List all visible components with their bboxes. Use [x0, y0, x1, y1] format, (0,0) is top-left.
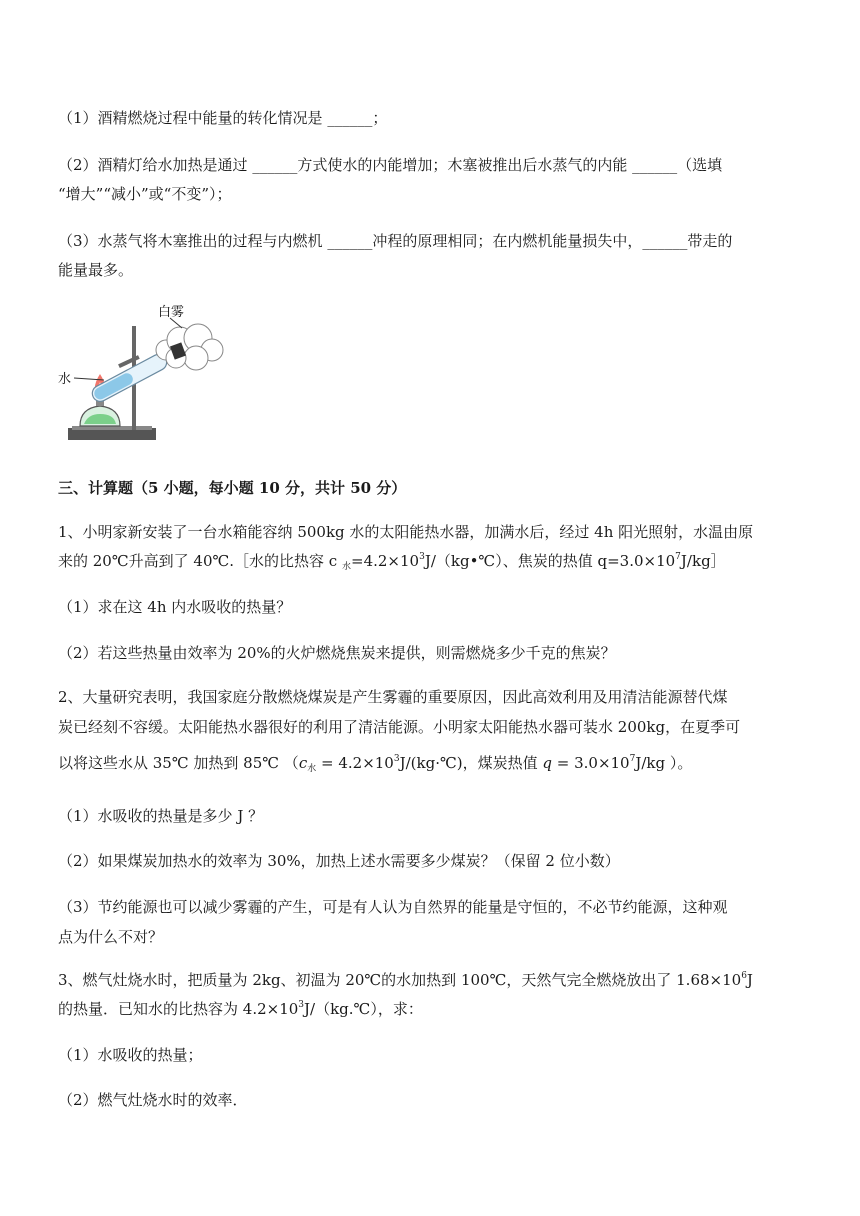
problem-2-line3: 以将这些水从 35℃ 加热到 85℃ （$c_水$ = $4.2\times 10^3J/(kg\cdot℃)$，煤炭热值 $q = 3.0\times 10^7J/kg$ ）。 — [58, 754, 693, 774]
question-2-3-line1: （3）水蒸气将木塞推出的过程与内燃机 ______冲程的原理相同；在内燃机能量损失中，______带走的 — [58, 232, 733, 250]
problem-3-q2: （2）燃气灶烧水时的效率． — [58, 1091, 248, 1109]
section-3-heading: 三、计算题（5 小题，每小题 10 分，共计 50 分） — [58, 479, 407, 497]
problem-2-line2: 炭已经刻不容缓。太阳能热水器很好的利用了清洁能源。小明家太阳能热水器可装水 200kg，在夏季可 — [58, 718, 741, 736]
question-2-1: （1）酒精燃烧过程中能量的转化情况是 ______； — [58, 109, 388, 127]
problem-3-line2: 的热量．已知水的比热容为 $4.2\times 10^3J/(kg.℃)$，求： — [58, 1000, 423, 1018]
problem-2-q2: （2）如果煤炭加热水的效率为 30%，加热上述水需要多少煤炭？（保留 2 位小数） — [58, 852, 620, 870]
question-2-2-line2: “增大”“减小”或“不变”）； — [58, 185, 232, 203]
question-2-3-line2: 能量最多。 — [58, 261, 134, 279]
problem-1-q1: （1）求在这 4h 内水吸收的热量？ — [58, 598, 292, 616]
problem-1-line1: 1、小明家新安装了一台水箱能容纳 500kg 水的太阳能热水器，加满水后，经过 4h 阳光照射，水温由原 — [58, 523, 754, 541]
problem-3-line1: 3、燃气灶烧水时，把质量为 2kg、初温为 20℃的水加热到 100℃，天然气完全燃烧放出了 $1.68\times 10^6J$ — [58, 971, 753, 989]
fog-label: 白雾 — [158, 304, 185, 319]
problem-2-line1: 2、大量研究表明，我国家庭分散燃烧煤炭是产生雾霾的重要原因，因此高效利用及用清洁能源替代煤 — [58, 688, 728, 706]
question-2-2-line1: （2）酒精灯给水加热是通过 ______方式使水的内能增加；木塞被推出后水蒸气的内能 ______（选填 — [58, 156, 723, 174]
problem-2-q3-line1: （3）节约能源也可以减少雾霾的产生，可是有人认为自然界的能量是守恒的，不必节约能源，这种观 — [58, 898, 728, 916]
apparatus-figure — [58, 298, 228, 450]
problem-3-q1: （1）水吸收的热量； — [58, 1046, 203, 1064]
problem-1-line2: 来的 20℃升高到了 40℃.［水的比热容 c $_水=4.2\times 10^3J/(kg•℃)$、焦炭的热值 $q=3.0\times 10^7J/kg]$ — [58, 552, 726, 572]
problem-2-q3-line2: 点为什么不对？ — [58, 928, 164, 946]
problem-2-q1: （1）水吸收的热量是多少 J ？ — [58, 807, 264, 825]
water-label: 水 — [58, 371, 72, 386]
problem-1-q2: （2）若这些热量由效率为 20%的火炉燃烧焦炭来提供，则需燃烧多少千克的焦炭？ — [58, 644, 616, 662]
